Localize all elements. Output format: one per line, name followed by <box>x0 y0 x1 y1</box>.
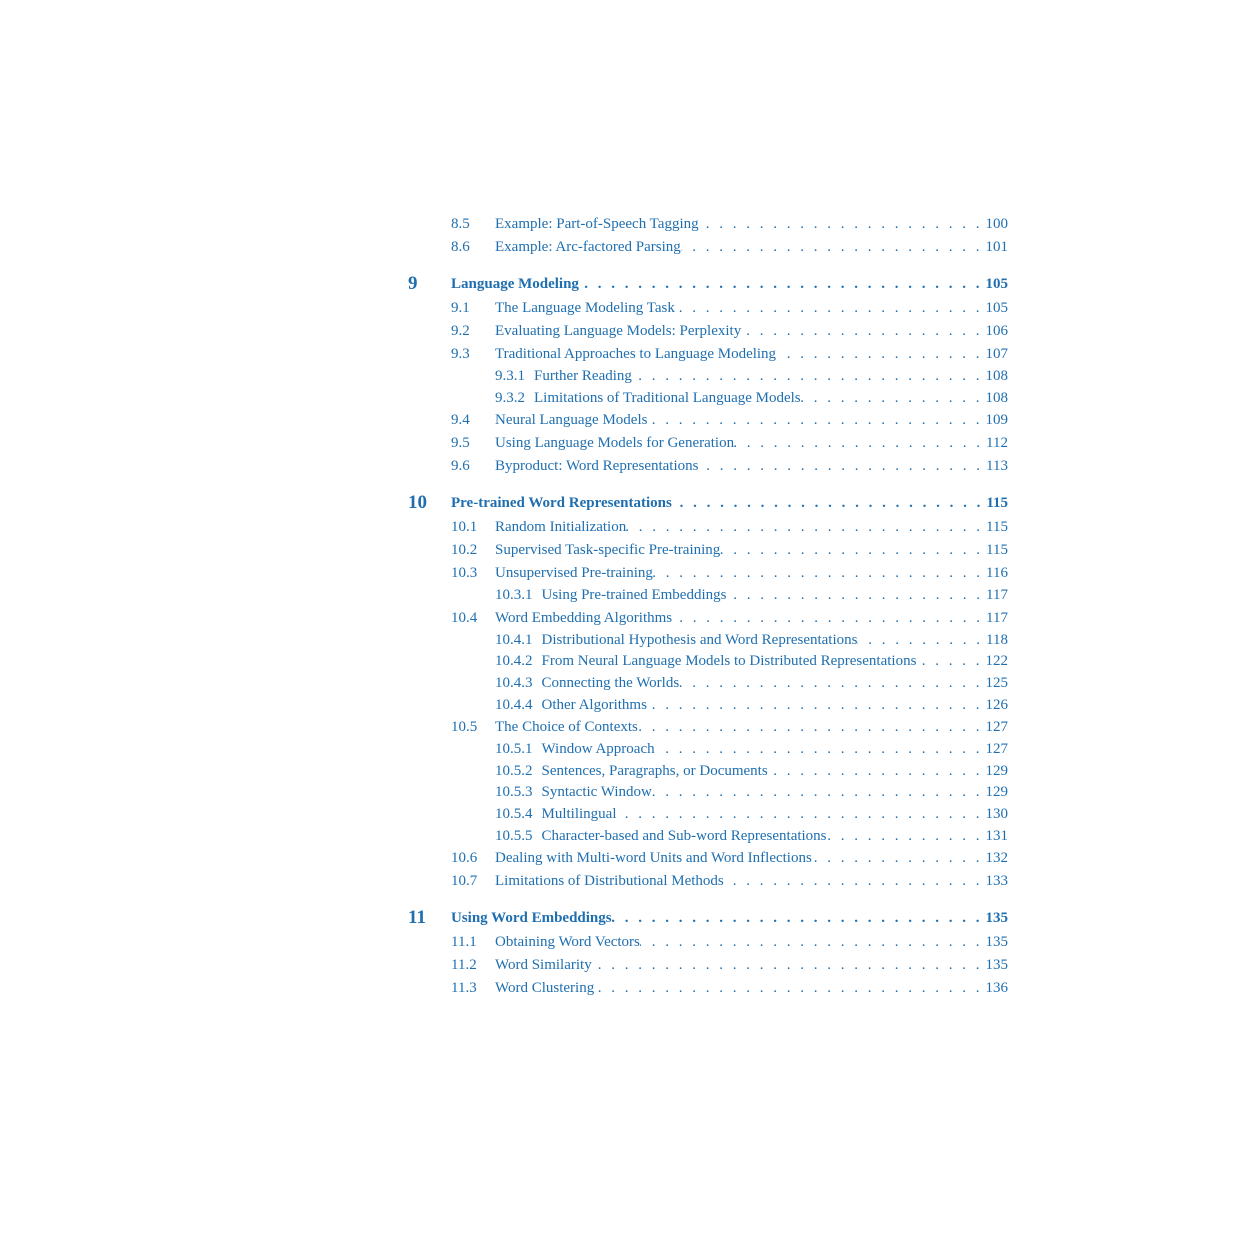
dot-leader <box>857 630 986 652</box>
entry-title-line <box>495 432 1008 455</box>
dot-leader <box>612 905 986 931</box>
toc-subsection-entry[interactable] <box>0 761 1260 783</box>
section-number: 9.4 <box>451 412 470 429</box>
section-number: 11.1 <box>451 934 477 951</box>
section-number: 10.1 <box>451 519 478 536</box>
entry-title: Traditional Approaches to Language Modeling <box>495 346 777 362</box>
entry-title: Distributional Hypothesis and Word Representations <box>541 631 858 648</box>
dot-leader <box>617 804 986 826</box>
page-number: 127 <box>985 719 1008 736</box>
toc-section-entry[interactable] <box>0 870 1260 893</box>
toc-subsection-entry[interactable] <box>0 651 1260 673</box>
page-number: 107 <box>985 346 1008 362</box>
section-number: 11.3 <box>451 980 477 997</box>
entry-title-line <box>495 804 1008 826</box>
entry-title-line <box>495 931 1008 954</box>
page-number: 115 <box>986 542 1008 559</box>
page-number: 118 <box>986 631 1008 648</box>
entry-title-line <box>451 271 1008 297</box>
subsection-number: 9.3.2 <box>495 389 525 406</box>
entry-title-line <box>495 977 1008 1000</box>
section-number: 10.5 <box>451 719 478 736</box>
toc-section-entry[interactable] <box>0 716 1260 739</box>
toc-subsection-entry[interactable] <box>0 630 1260 652</box>
entry-title-line <box>495 739 1008 761</box>
entry-title: Multilingual <box>541 805 617 822</box>
dot-leader <box>626 516 986 539</box>
dot-leader <box>699 213 986 236</box>
toc-section-entry[interactable] <box>0 455 1260 478</box>
toc-section-entry[interactable] <box>0 409 1260 432</box>
toc-subsection-entry[interactable] <box>0 585 1260 607</box>
section-number: 9.1 <box>451 300 470 316</box>
page-number: 132 <box>985 850 1008 867</box>
entry-title: Byproduct: Word Representations <box>495 458 699 475</box>
toc-section-entry[interactable] <box>0 213 1260 236</box>
dot-leader <box>640 931 986 954</box>
entry-title-line <box>495 455 1008 478</box>
subsection-number: 10.4.1 <box>495 631 533 648</box>
subsection-number: 10.4.4 <box>495 696 533 713</box>
entry-title-line <box>495 630 1008 652</box>
dot-leader <box>579 271 986 297</box>
section-number: 8.5 <box>451 216 470 232</box>
entry-title-line <box>451 905 1008 931</box>
dot-leader <box>827 826 986 848</box>
page-number: 127 <box>985 741 1008 758</box>
page-number: 129 <box>985 762 1008 779</box>
entry-title: Language Modeling <box>451 276 579 292</box>
toc-chapter-entry[interactable] <box>0 905 1260 931</box>
entry-title: Using Word Embeddings <box>451 910 612 927</box>
dot-leader <box>592 954 986 977</box>
toc-subsection-entry[interactable] <box>0 804 1260 826</box>
page-number: 135 <box>985 910 1008 927</box>
section-number: 11.2 <box>451 957 477 974</box>
entry-title: Neural Language Models <box>495 412 648 429</box>
entry-title: Using Pre-trained Embeddings <box>541 587 727 604</box>
entry-title: Character-based and Sub-word Representations <box>541 827 827 844</box>
entry-title-line <box>495 516 1008 539</box>
toc-section-entry[interactable] <box>0 343 1260 366</box>
entry-title: Limitations of Traditional Language Models <box>534 389 801 406</box>
subsection-number: 10.5.2 <box>495 762 533 779</box>
dot-leader <box>698 455 986 478</box>
entry-title-line <box>495 539 1008 562</box>
dot-leader <box>726 585 986 607</box>
page-number: 115 <box>986 495 1008 512</box>
entry-title-line <box>495 782 1008 804</box>
page-number: 117 <box>986 609 1008 626</box>
subsection-number: 10.4.3 <box>495 674 533 691</box>
page-number: 135 <box>985 934 1008 951</box>
dot-leader <box>776 343 985 366</box>
entry-title: Unsupervised Pre-training <box>495 565 653 582</box>
entry-title-line <box>495 297 1008 320</box>
page-number: 105 <box>985 276 1008 292</box>
dot-leader <box>655 739 986 761</box>
dot-leader <box>638 716 986 739</box>
page-number: 112 <box>986 435 1008 452</box>
entry-title-line <box>495 585 1008 607</box>
page-number: 108 <box>985 389 1008 406</box>
section-number: 10.2 <box>451 542 478 559</box>
page-number: 131 <box>985 827 1008 844</box>
dot-leader <box>652 782 986 804</box>
page-number: 108 <box>985 368 1008 384</box>
entry-title: Word Embedding Algorithms <box>495 609 673 626</box>
page-number: 105 <box>985 300 1008 316</box>
toc-section-entry[interactable] <box>0 516 1260 539</box>
dot-leader <box>801 388 986 410</box>
dot-leader <box>672 607 986 630</box>
section-number: 10.3 <box>451 565 478 582</box>
entry-title: Further Reading <box>534 368 632 384</box>
entry-title: From Neural Language Models to Distributed Representations <box>541 653 917 670</box>
dot-leader <box>594 977 985 1000</box>
section-number: 10.6 <box>451 850 478 867</box>
dot-leader <box>916 651 985 673</box>
page-number: 117 <box>986 587 1008 604</box>
section-number: 8.6 <box>451 239 470 255</box>
entry-title-line <box>495 562 1008 585</box>
page-number: 101 <box>985 239 1008 255</box>
toc-subsection-entry[interactable] <box>0 366 1260 388</box>
toc-subsection-entry[interactable] <box>0 782 1260 804</box>
toc-subsection-entry[interactable] <box>0 388 1260 410</box>
entry-title-line <box>495 409 1008 432</box>
entry-title: Example: Part-of-Speech Tagging <box>495 216 699 232</box>
page-number: 106 <box>985 323 1008 339</box>
toc-section-entry[interactable] <box>0 432 1260 455</box>
subsection-number: 10.5.5 <box>495 827 533 844</box>
dot-leader <box>647 409 985 432</box>
entry-title-line <box>495 695 1008 717</box>
subsection-number: 10.5.1 <box>495 741 533 758</box>
section-number: 9.5 <box>451 435 470 452</box>
toc-subsection-entry[interactable] <box>0 826 1260 848</box>
toc-subsection-entry[interactable] <box>0 673 1260 695</box>
entry-title-line <box>495 716 1008 739</box>
entry-title-line <box>495 826 1008 848</box>
entry-title: Word Similarity <box>495 957 592 974</box>
page-number: 129 <box>985 784 1008 801</box>
page-number: 113 <box>986 458 1008 475</box>
page-number: 133 <box>985 873 1008 890</box>
page-number: 135 <box>985 957 1008 974</box>
subsection-number: 10.3.1 <box>495 587 533 604</box>
entry-title: Example: Arc-factored Parsing <box>495 239 681 255</box>
dot-leader <box>720 539 986 562</box>
page-number: 126 <box>985 696 1008 713</box>
dot-leader <box>632 366 986 388</box>
dot-leader <box>653 562 986 585</box>
subsection-number: 9.3.1 <box>495 368 525 384</box>
page-number: 115 <box>986 519 1008 536</box>
entry-title: Connecting the Worlds <box>541 674 680 691</box>
entry-title: Other Algorithms <box>541 696 647 713</box>
section-number: 10.7 <box>451 873 478 890</box>
page-number: 136 <box>985 980 1008 997</box>
dot-leader <box>647 695 986 717</box>
toc-section-entry[interactable] <box>0 607 1260 630</box>
entry-title-line <box>495 343 1008 366</box>
entry-title: Evaluating Language Models: Perplexity <box>495 323 742 339</box>
entry-title-line <box>495 847 1008 870</box>
dot-leader <box>741 320 985 343</box>
section-number: 9.2 <box>451 323 470 339</box>
dot-leader <box>724 870 986 893</box>
dot-leader <box>734 432 986 455</box>
entry-title: Obtaining Word Vectors <box>495 934 640 951</box>
entry-title: Syntactic Window <box>541 784 652 801</box>
toc-section-entry[interactable] <box>0 562 1260 585</box>
page-number: 125 <box>985 674 1008 691</box>
entry-title: Pre-trained Word Representations <box>451 495 672 512</box>
entry-title-line <box>495 320 1008 343</box>
subsection-number: 10.4.2 <box>495 653 533 670</box>
toc-subsection-entry[interactable] <box>0 695 1260 717</box>
section-number: 10.4 <box>451 609 478 626</box>
entry-title-line <box>451 490 1008 516</box>
entry-title-line <box>495 388 1008 410</box>
dot-leader <box>679 673 985 695</box>
entry-title: Dealing with Multi-word Units and Word Inflections <box>495 850 812 867</box>
entry-title-line <box>495 651 1008 673</box>
chapter-number: 9 <box>408 273 418 294</box>
toc-section-entry[interactable] <box>0 847 1260 870</box>
entry-title: Window Approach <box>541 741 655 758</box>
page-number: 116 <box>986 565 1008 582</box>
toc-section-entry[interactable] <box>0 320 1260 343</box>
dot-leader <box>672 490 986 516</box>
entry-title: Word Clustering <box>495 980 595 997</box>
page-number: 109 <box>985 412 1008 429</box>
dot-leader <box>768 761 986 783</box>
entry-title-line <box>495 607 1008 630</box>
toc-chapter-entry[interactable] <box>0 271 1260 297</box>
chapter-number: 11 <box>408 907 426 929</box>
page-number: 122 <box>985 653 1008 670</box>
toc-section-entry[interactable] <box>0 954 1260 977</box>
entry-title: The Language Modeling Task <box>495 300 675 316</box>
toc-chapter-entry[interactable] <box>0 490 1260 516</box>
entry-title: The Choice of Contexts <box>495 719 638 736</box>
entry-title: Random Initialization <box>495 519 627 536</box>
dot-leader <box>675 297 986 320</box>
entry-title: Supervised Task-specific Pre-training <box>495 542 721 559</box>
dot-leader <box>681 236 986 259</box>
section-number: 9.3 <box>451 346 470 362</box>
section-number: 9.6 <box>451 458 470 475</box>
page-number: 130 <box>985 805 1008 822</box>
toc-section-entry[interactable] <box>0 977 1260 1000</box>
entry-title: Limitations of Distributional Methods <box>495 873 724 890</box>
toc-section-entry[interactable] <box>0 539 1260 562</box>
entry-title-line <box>495 870 1008 893</box>
entry-title: Sentences, Paragraphs, or Documents <box>541 762 768 779</box>
entry-title-line <box>495 213 1008 236</box>
toc-subsection-entry[interactable] <box>0 739 1260 761</box>
toc-section-entry[interactable] <box>0 297 1260 320</box>
toc-section-entry[interactable] <box>0 236 1260 259</box>
page-number: 100 <box>985 216 1008 232</box>
dot-leader <box>812 847 986 870</box>
entry-title-line <box>495 761 1008 783</box>
subsection-number: 10.5.3 <box>495 784 533 801</box>
table-of-contents <box>0 213 1260 1000</box>
chapter-number: 10 <box>408 492 427 514</box>
entry-title: Using Language Models for Generation <box>495 435 735 452</box>
toc-section-entry[interactable] <box>0 931 1260 954</box>
entry-title-line <box>495 673 1008 695</box>
entry-title-line <box>495 236 1008 259</box>
subsection-number: 10.5.4 <box>495 805 533 822</box>
entry-title-line <box>495 954 1008 977</box>
entry-title-line <box>495 366 1008 388</box>
